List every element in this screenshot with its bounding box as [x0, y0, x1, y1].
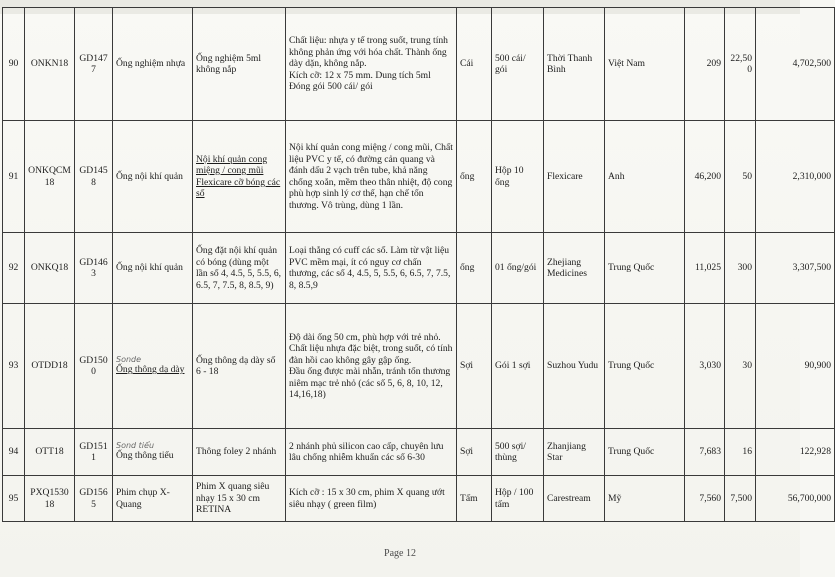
item-code: ONKQCM18: [25, 121, 75, 233]
gd-code: GD1565: [75, 476, 113, 522]
item-code: PXQ153018: [25, 476, 75, 522]
spec-name: Ống nghiệm 5ml không nắp: [193, 8, 286, 121]
unit: ống: [457, 121, 492, 233]
origin: Anh: [605, 121, 685, 233]
item-description: Nội khí quản cong miệng / cong mũi, Chất liệu PVC y tế, có đường cản quang và đánh dấu 2 vạch trên tube, khả năng chống xoắn, mềm theo thân nhiệt, độ cong phù hợp sinh lý cơ thể, hạn chế tổn thương. Vô trùng, dùng 1 lần.: [286, 121, 457, 233]
row-number: 90: [3, 8, 25, 121]
handwritten-note: Sonde: [116, 355, 142, 365]
manufacturer: Zhejiang Medicines: [544, 233, 605, 304]
manufacturer: Suzhou Yudu: [544, 304, 605, 429]
table-row: [3, 476, 835, 522]
total-amount: 56,700,000: [756, 476, 835, 522]
item-name: Phim chụp X-Quang: [113, 476, 193, 522]
gd-code: GD1500: [75, 304, 113, 429]
origin: Trung Quốc: [605, 429, 685, 476]
item-name: [113, 429, 193, 476]
unit: ống: [457, 233, 492, 304]
item-code: ONKQ18: [25, 233, 75, 304]
unit-price: 46,200: [685, 121, 725, 233]
origin: Trung Quốc: [605, 304, 685, 429]
unit-price: 7,683: [685, 429, 725, 476]
quantity: 300: [725, 233, 756, 304]
manufacturer: Thời Thanh Bình: [544, 8, 605, 121]
procurement-table: [2, 7, 835, 522]
table-row: [3, 429, 835, 476]
item-code: OTT18: [25, 429, 75, 476]
row-number: 95: [3, 476, 25, 522]
quantity: 16: [725, 429, 756, 476]
gd-code: GD1458: [75, 121, 113, 233]
item-name: Ống nội khí quản: [113, 121, 193, 233]
total-amount: 90,900: [756, 304, 835, 429]
page-number: Page 12: [384, 548, 416, 559]
item-code: ONKN18: [25, 8, 75, 121]
spec-name: [193, 121, 286, 233]
total-amount: 2,310,000: [756, 121, 835, 233]
quantity: 7,500: [725, 476, 756, 522]
packing: 01 ống/gói: [492, 233, 544, 304]
unit: Sợi: [457, 304, 492, 429]
spec-name: Thông foley 2 nhánh: [193, 429, 286, 476]
table-row: [3, 304, 835, 429]
packing: Hộp / 100 tấm: [492, 476, 544, 522]
quantity: 22,500: [725, 8, 756, 121]
origin: Mỹ: [605, 476, 685, 522]
origin: Trung Quốc: [605, 233, 685, 304]
table-row: [3, 121, 835, 233]
unit-price: 7,560: [685, 476, 725, 522]
unit-price: 209: [685, 8, 725, 121]
origin: Việt Nam: [605, 8, 685, 121]
item-name: Ống nghiệm nhựa: [113, 8, 193, 121]
packing: 500 cái/ gói: [492, 8, 544, 121]
packing: Hộp 10 ống: [492, 121, 544, 233]
row-number: 93: [3, 304, 25, 429]
row-number: 92: [3, 233, 25, 304]
unit: Cái: [457, 8, 492, 121]
table-row: [3, 233, 835, 304]
gd-code: GD1477: [75, 8, 113, 121]
total-amount: 122,928: [756, 429, 835, 476]
quantity: 30: [725, 304, 756, 429]
manufacturer: Zhanjiang Star: [544, 429, 605, 476]
total-amount: 3,307,500: [756, 233, 835, 304]
packing: Gói 1 sợi: [492, 304, 544, 429]
item-description: Chất liệu: nhựa y tế trong suốt, trung tính không phản ứng với hóa chất. Thành ống dày dặn, không nắp. Kích cỡ: 12 x 75 mm. Dung tích 5ml Đóng gói 500 cái/ gói: [286, 8, 457, 121]
item-description: Loại thẳng có cuff các số. Làm từ vật liệu PVC mềm mại, ít có nguy cơ chấn thương, các số 4, 4.5, 5, 5.5, 6, 6.5, 7, 7.5, 8, 8.5,9: [286, 233, 457, 304]
unit: Sợi: [457, 429, 492, 476]
item-name-text: Ống thông dạ dày: [116, 364, 185, 376]
total-amount: 4,702,500: [756, 8, 835, 121]
spec-name: Ống thông dạ dày số 6 - 18: [193, 304, 286, 429]
row-number: 94: [3, 429, 25, 476]
spec-name-text: Nội khí quản cong miệng / cong mũi Flexicare cỡ bóng các số: [196, 153, 281, 199]
handwritten-note: Sond tiểu: [116, 441, 155, 451]
packing: 500 sợi/ thùng: [492, 429, 544, 476]
item-description: Kích cỡ : 15 x 30 cm, phim X quang ướt siêu nhạy ( green film): [286, 476, 457, 522]
item-description: 2 nhánh phủ silicon cao cấp, chuyên lưu lâu chống nhiễm khuẩn các số 6-30: [286, 429, 457, 476]
quantity: 50: [725, 121, 756, 233]
gd-code: GD1463: [75, 233, 113, 304]
unit-price: 3,030: [685, 304, 725, 429]
unit-price: 11,025: [685, 233, 725, 304]
item-description: Độ dài ống 50 cm, phù hợp với trẻ nhỏ. Chất liệu nhựa đặc biệt, trong suốt, có tính đàn hồi cao không gây gập ống. Đầu ống được mài nhẵn, tránh tổn thương niêm mạc trẻ nhỏ (các số 5, 6, 8, 10, 12, 14,16,18): [286, 304, 457, 429]
unit: Tấm: [457, 476, 492, 522]
item-name: [113, 304, 193, 429]
table-row: [3, 8, 835, 121]
spec-name: Ống đặt nội khí quản có bóng (dùng một lần số 4, 4.5, 5, 5.5, 6, 6.5, 7, 7.5, 8, 8.5, 9): [193, 233, 286, 304]
item-code: OTDD18: [25, 304, 75, 429]
row-number: 91: [3, 121, 25, 233]
item-name: Ống nội khí quản: [113, 233, 193, 304]
manufacturer: Carestream: [544, 476, 605, 522]
gd-code: GD1511: [75, 429, 113, 476]
spec-name: Phim X quang siêu nhạy 15 x 30 cm RETINA: [193, 476, 286, 522]
manufacturer: Flexicare: [544, 121, 605, 233]
item-name-text: Ống thông tiểu: [116, 450, 174, 462]
